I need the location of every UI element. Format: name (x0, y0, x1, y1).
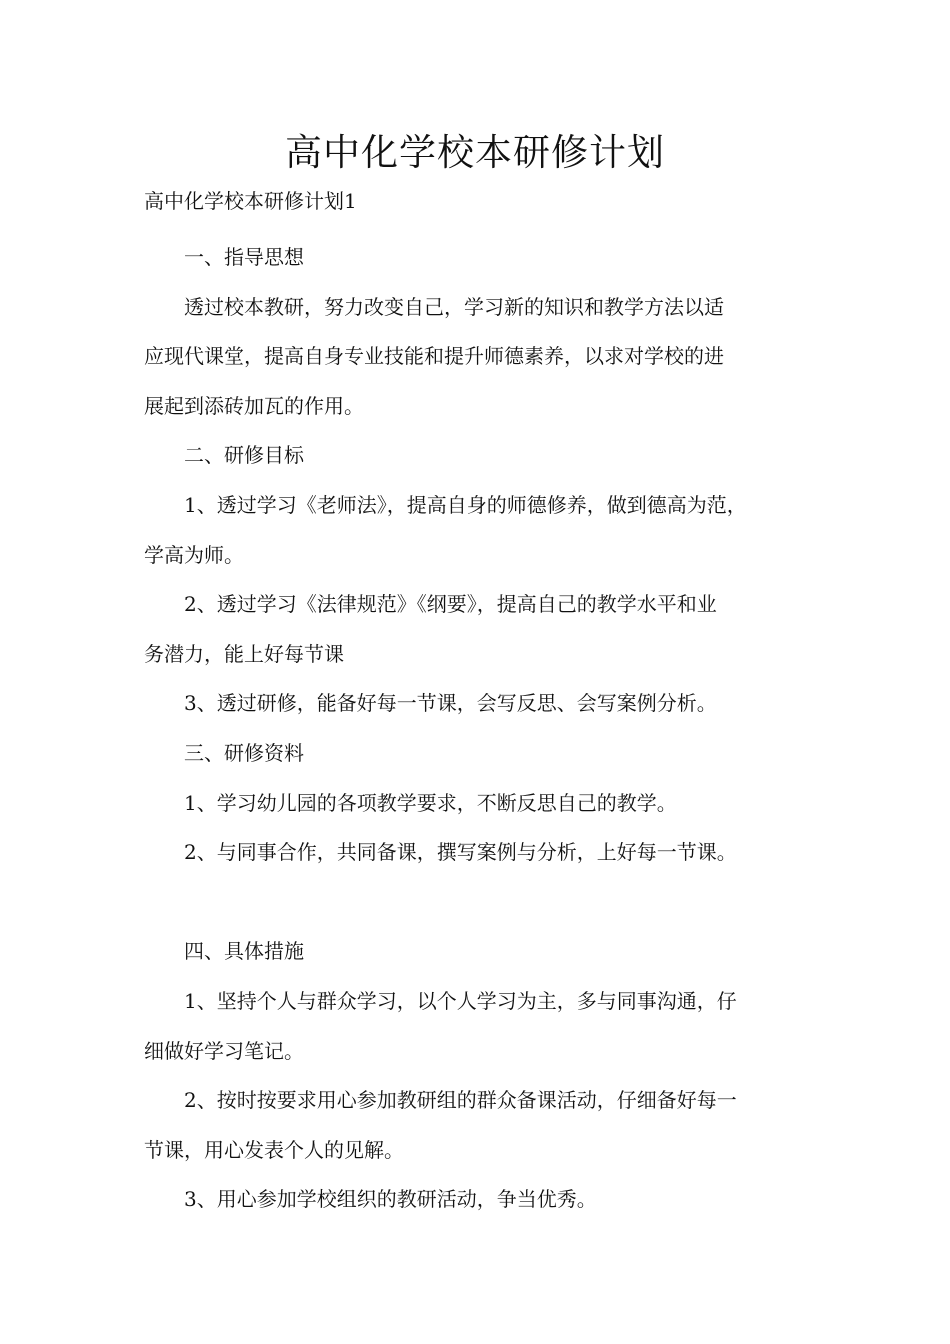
paragraph-line: 1、学习幼儿园的各项教学要求，不断反思自己的教学。 (184, 790, 677, 815)
document-body (144, 233, 810, 1225)
section-heading-materials: 三、研修资料 (184, 740, 304, 765)
document-subtitle: 高中化学校本研修计划1 (144, 189, 357, 213)
paragraph-line: 细做好学习笔记。 (144, 1038, 304, 1063)
document-title: 高中化学校本研修计划 (285, 131, 665, 174)
paragraph-line: 透过校本教研，努力改变自己，学习新的知识和教学方法以适 (184, 294, 724, 319)
paragraph-line: 1、透过学习《老师法》，提高自身的师德修养，做到德高为范， (184, 492, 747, 517)
paragraph-line: 节课，用心发表个人的见解。 (144, 1137, 404, 1162)
section-heading-goals: 二、研修目标 (184, 443, 304, 468)
paragraph-line: 1、坚持个人与群众学习，以个人学习为主，多与同事沟通，仔 (184, 988, 737, 1013)
paragraph-line: 3、用心参加学校组织的教研活动，争当优秀。 (184, 1187, 597, 1212)
paragraph-line: 2、与同事合作，共同备课，撰写案例与分析，上好每一节课。 (184, 840, 737, 865)
paragraph-line: 2、按时按要求用心参加教研组的群众备课活动，仔细备好每一 (184, 1088, 737, 1113)
blank-line (144, 878, 810, 928)
paragraph-line: 务潜力，能上好每节课 (144, 641, 344, 666)
section-heading-measures: 四、具体措施 (184, 939, 304, 964)
paragraph-line: 应现代课堂，提高自身专业技能和提升师德素养，以求对学校的进 (144, 344, 724, 369)
paragraph-line: 展起到添砖加瓦的作用。 (144, 393, 364, 418)
paragraph-line: 2、透过学习《法律规范》《纲要》，提高自己的教学水平和业 (184, 592, 717, 617)
paragraph-line: 3、透过研修，能备好每一节课，会写反思、会写案例分析。 (184, 691, 717, 716)
paragraph-line: 学高为师。 (144, 542, 244, 567)
section-heading-guiding-ideology: 一、指导思想 (184, 245, 304, 269)
